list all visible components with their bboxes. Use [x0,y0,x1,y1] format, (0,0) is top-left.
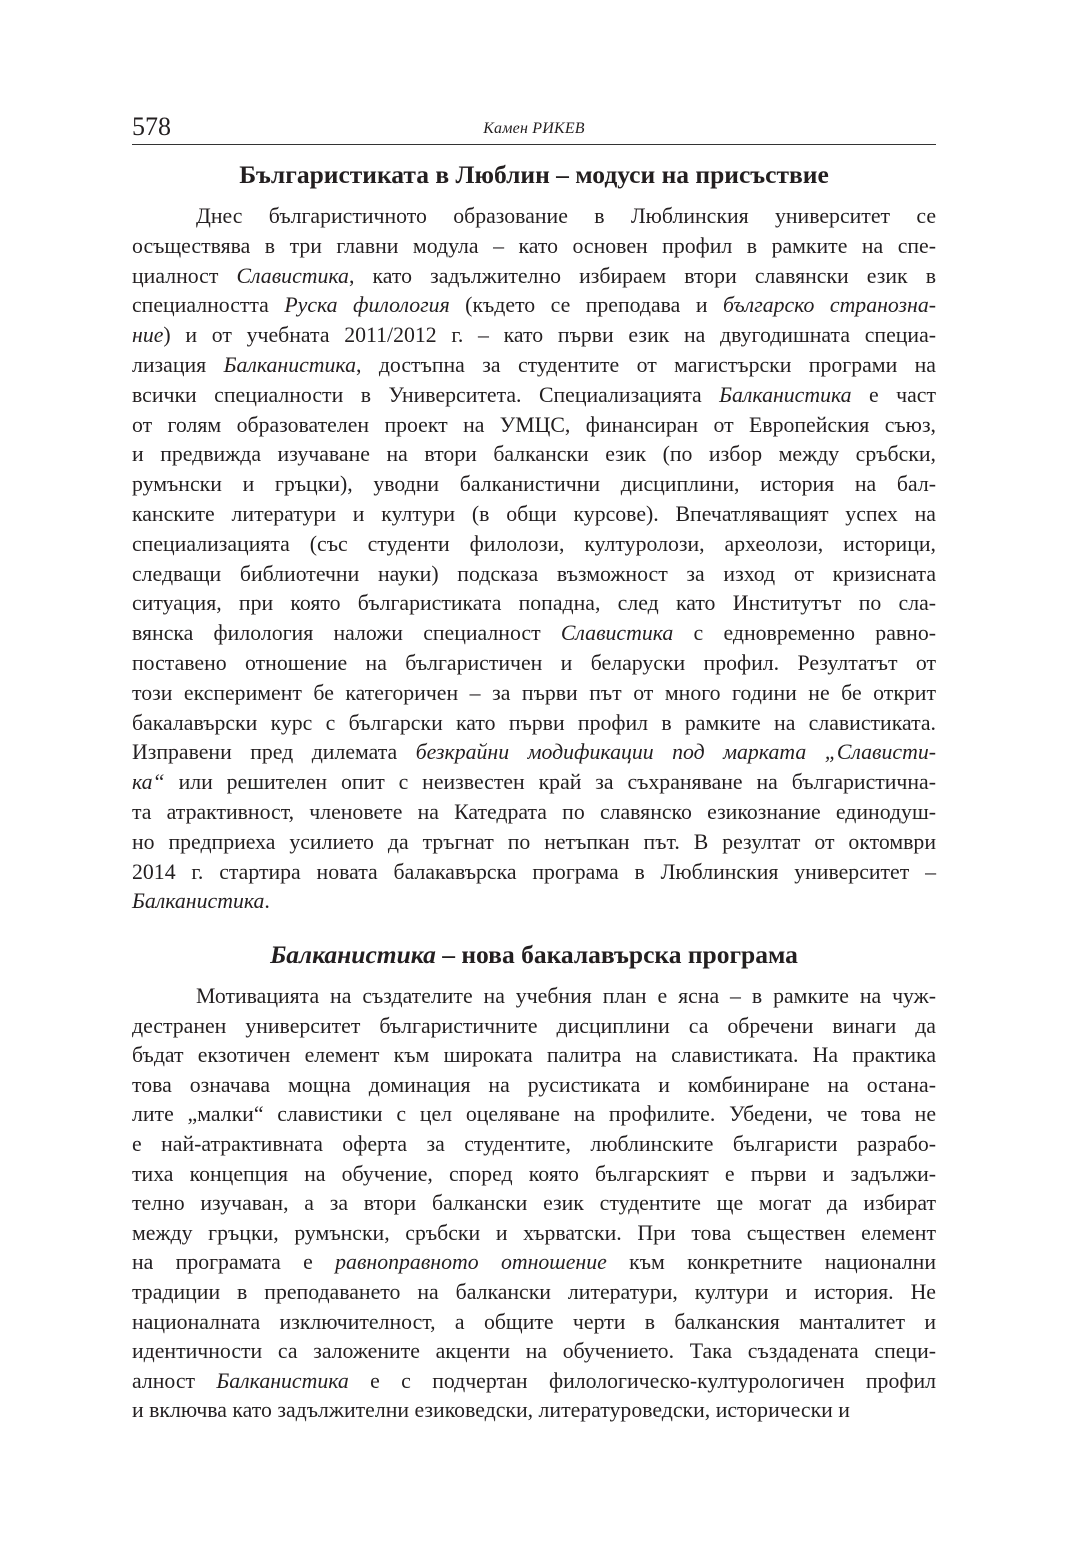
text-run: това означава мощна доминация на русистиката и комбиниране на останa- [132,1072,936,1097]
text-run: специалността [132,293,285,318]
text-run: с едновременно равно- [673,621,936,646]
text-run: телно изучаван, а за втори балкански език студентите ще могат да избират [132,1191,936,1216]
text-line [132,797,936,827]
text-line [132,827,936,857]
italic-text: Руска филология [284,293,450,318]
text-run: бакалавърски курс с български като първи профил в рамките на славистиката. [132,710,936,735]
text-run: вянска филология наложи специалност [132,621,561,646]
text-run: и включва като задължителни езиковедски, литературоведски, исторически и [132,1398,850,1423]
text-line [132,1188,936,1218]
text-line [132,261,936,291]
text-run: дестранен университет българистичните дисциплини са обречени винаги да [132,1013,936,1038]
text-run: от голям образователен проект на УМЦС, финансиран от Европейския съюз, [132,412,936,437]
text-line [132,1366,936,1396]
text-run: специализацията (със студенти филолози, културолози, археолози, историци, [132,531,936,556]
italic-text: Балканистика [223,353,356,377]
text-line [132,290,936,320]
text-run: но предприеха усилието да тръгнат по нетъпкан път. В резултат от октомври [132,829,936,854]
text-line [132,857,936,887]
page-number: 578 [132,112,171,141]
text-run: Мотивацията на създателите на учебния план е ясна – в рамките на чуж- [196,984,936,1008]
text-run: лите „малки“ славистики с цел оцеляване на профилите. Убедени, че това не [132,1102,936,1127]
text-run: идентичности са заложените акценти на обучението. Така създадената специ- [132,1339,936,1364]
text-line [132,231,936,261]
text-run: следващи библиотечни науки) подсказа възможност за изход от кризисната [132,561,936,586]
text-run: между гръцки, румънски, сръбски и хърватски. При това съществен елемент [132,1220,936,1245]
text-line [132,886,936,916]
text-line [132,1070,936,1100]
italic-text: българско странозна- [722,293,937,318]
text-line [132,1307,936,1337]
italic-text: Балканистика [719,382,852,407]
text-run: алност [132,1368,217,1393]
text-run: тиха концепция на обучение, според която българският е първи и задължи- [132,1161,936,1186]
text-line [132,439,936,469]
text-line [132,1129,936,1159]
text-run: бъдат екзотичен елемент към широката палитра на славистиката. На практика [132,1043,936,1068]
text-run: националната изключителност, а общите черти в балканския манталитет и [132,1309,936,1334]
text-line [132,499,936,529]
text-run: е с подчертан филологическо-културологичен профил [348,1368,937,1393]
text-line [132,737,936,767]
text-run: румънски и гръцки), уводни балканистични дисциплини, история на бал- [132,472,936,497]
text-run: циалност [132,263,237,288]
section-heading-bulgaristics-in-lublin: Българистиката в Люблин – модуси на присъствие [239,160,829,189]
text-run: , като задължително избираем втори славянски език в [348,263,936,288]
italic-text: Славистика [236,263,349,288]
text-line [132,350,936,380]
section-heading-balkanistics-program [132,940,936,970]
text-run: , достъпна за студентите от магистърски програми на [355,353,936,377]
text-line [132,1159,936,1189]
italic-text: Славистика [560,621,674,646]
text-line [132,588,936,618]
text-run: към конкретните национални [606,1250,936,1275]
text-run: Изправени пред дилемата [132,740,416,765]
text-run: . [264,889,270,914]
text-line [132,678,936,708]
text-line [132,1277,936,1307]
italic-text: ние [132,323,164,348]
italic-text: ка“ [132,770,165,795]
text-line [132,559,936,589]
text-run: и предвижда изучаване на втори балкански език (по избор между сръбски, [132,442,936,467]
text-line [132,529,936,559]
text-run: та атрактивност, членовете на Катедрата по славянско езикознание единодуш- [132,800,936,824]
text-line [132,1336,936,1366]
text-line [132,1011,936,1041]
italic-text: Балканистика [132,889,265,914]
text-line [132,648,936,678]
italic-text: безкрайни модификации под марката „Слависти- [415,740,936,765]
text-run: или решителен опит с неизвестен край за съхраняване на българистична- [164,770,936,795]
text-line [132,469,936,499]
heading-rest: – нова бакалавърска програма [435,940,798,969]
text-run: ) и от учебната 2011/2012 г. – като първи език на двугодишната специа- [163,323,936,348]
text-run: поставено отношение на българистичен и беларуски профил. Резултатът от [132,651,936,675]
text-run: традиции в преподаването на балкански литератури, култури и история. Не [132,1280,936,1304]
text-run: канските литератури и култури (в общи курсове). Впечатляващият успех на [132,502,936,526]
text-run: всички специалности в Университета. Специализацията [132,382,720,407]
text-run: е част [851,382,936,407]
text-line [132,767,936,797]
text-run: на програмата е [132,1250,336,1275]
text-line [132,410,936,440]
text-run: осъществява в три главни модула – като основен профил в рамките на спе- [132,233,936,258]
text-line [132,1247,936,1277]
text-run: 2014 г. стартира новата балакавърска програма в Люблинския университет – [132,859,936,884]
text-run: (където се преподава и [449,293,723,318]
text-line [132,1395,936,1425]
text-line [132,1099,936,1129]
text-line [132,1040,936,1070]
text-line [132,1218,936,1248]
text-line [196,201,936,231]
page-header [132,110,936,145]
running-head-author: Камен РИКЕВ [483,120,585,137]
italic-text: равноправното отношение [335,1250,607,1275]
text-line [132,618,936,648]
text-line [132,708,936,738]
text-run: ситуация, при която българистиката попадна, след като Институтът по сла- [132,591,936,616]
text-run: е най-атрактивната оферта за студентите, люблинските българисти разрабо- [132,1132,936,1156]
text-run: този експеримент бе категоричен – за първи път от много години не бе открит [132,680,936,705]
text-run: Днес българистичното образование в Люблинския университет се [196,204,936,228]
text-line [132,380,936,410]
heading-italic-part: Балканистика [270,940,436,969]
italic-text: Балканистика [216,1368,349,1393]
text-line [132,320,936,350]
text-line [196,981,936,1011]
text-run: лизация [132,353,224,377]
